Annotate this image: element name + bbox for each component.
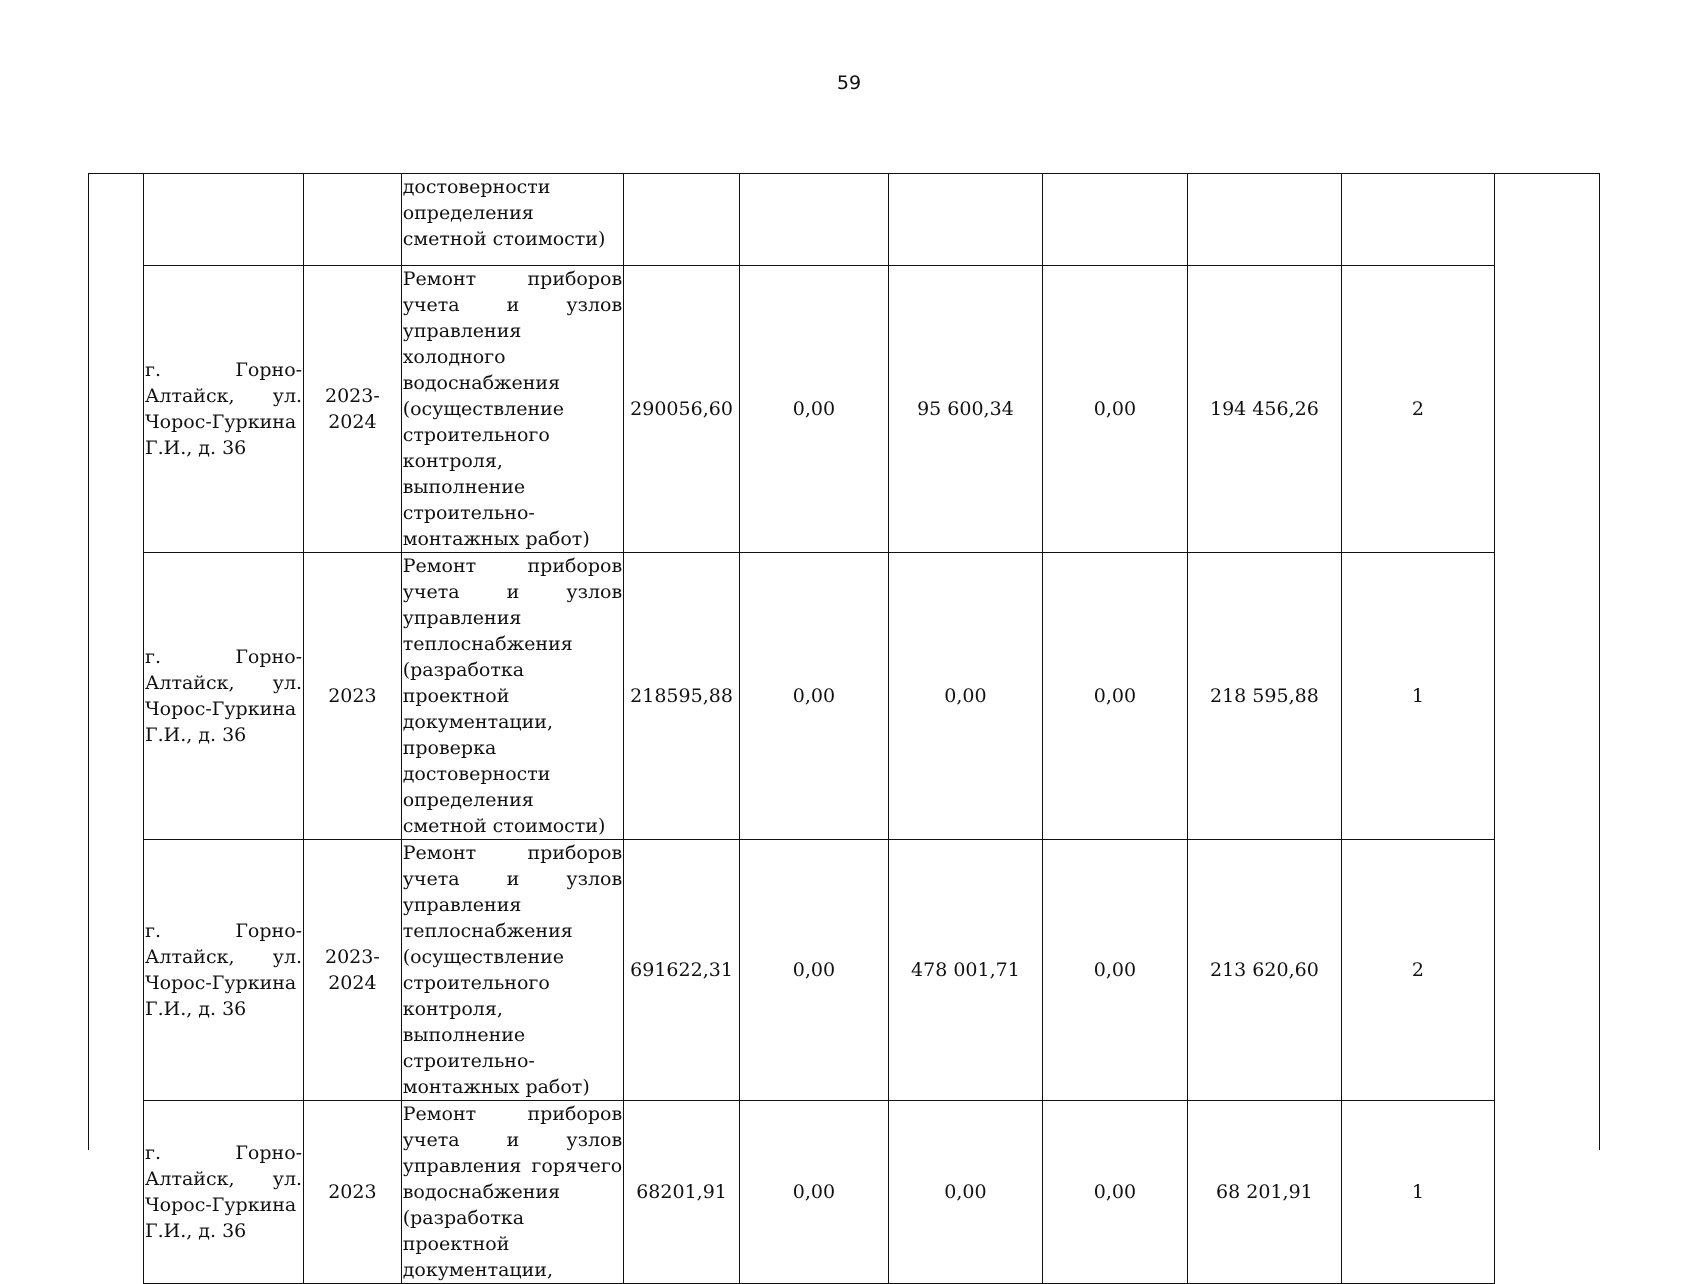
total-cost-cell: 290056,60 [624, 266, 740, 553]
outer-frame-right-line [1599, 173, 1600, 1150]
local-funds-cell: 0,00 [1042, 266, 1187, 553]
regional-funds-cell: 0,00 [888, 1101, 1042, 1284]
federal-funds-cell: 0,00 [739, 266, 888, 553]
regional-funds-cell: 0,00 [888, 553, 1042, 840]
regional-funds-cell: 478 001,71 [888, 840, 1042, 1101]
total-cost-cell [624, 174, 740, 266]
federal-funds-cell: 0,00 [739, 840, 888, 1101]
local-funds-cell [1042, 174, 1187, 266]
owners-funds-cell: 218 595,88 [1187, 553, 1341, 840]
table-row [144, 1101, 1495, 1284]
work-description-cell: достоверности определения сметной стоимости) [401, 174, 623, 266]
address-cell: г. Горно-Алтайск, ул. Чорос-Гуркина Г.И., д. 36 [144, 266, 304, 553]
table-row [144, 174, 1495, 266]
regional-funds-cell: 95 600,34 [888, 266, 1042, 553]
federal-funds-cell [739, 174, 888, 266]
repair-program-table [143, 173, 1495, 1284]
period-cell: 2023-2024 [304, 840, 402, 1101]
table-row [144, 266, 1495, 553]
table-row [144, 553, 1495, 840]
total-cost-cell: 68201,91 [624, 1101, 740, 1284]
total-cost-cell: 218595,88 [624, 553, 740, 840]
page-number: 59 [836, 72, 862, 94]
address-cell: г. Горно-Алтайск, ул. Чорос-Гуркина Г.И., д. 36 [144, 553, 304, 840]
regional-funds-cell [888, 174, 1042, 266]
outer-frame-left-line [88, 173, 89, 1150]
local-funds-cell: 0,00 [1042, 1101, 1187, 1284]
federal-funds-cell: 0,00 [739, 1101, 888, 1284]
stage-cell [1341, 174, 1494, 266]
total-cost-cell: 691622,31 [624, 840, 740, 1101]
local-funds-cell: 0,00 [1042, 553, 1187, 840]
owners-funds-cell: 194 456,26 [1187, 266, 1341, 553]
stage-cell: 1 [1341, 1101, 1494, 1284]
work-description-cell: Ремонт приборов учета и узлов управления теплоснабжения (разработка проектной документации, проверка достоверности определения сметной стоимости) [401, 553, 623, 840]
table-row [144, 840, 1495, 1101]
work-description-cell: Ремонт приборов учета и узлов управления теплоснабжения (осуществление строительного контроля, выполнение строительно-монтажных работ) [401, 840, 623, 1101]
stage-cell: 1 [1341, 553, 1494, 840]
local-funds-cell: 0,00 [1042, 840, 1187, 1101]
work-description-cell: Ремонт приборов учета и узлов управления горячего водоснабжения (разработка проектной документации, [401, 1101, 623, 1284]
address-cell: г. Горно-Алтайск, ул. Чорос-Гуркина Г.И., д. 36 [144, 1101, 304, 1284]
stage-cell: 2 [1341, 840, 1494, 1101]
stage-cell: 2 [1341, 266, 1494, 553]
period-cell: 2023-2024 [304, 266, 402, 553]
period-cell: 2023 [304, 1101, 402, 1284]
period-cell [304, 174, 402, 266]
owners-funds-cell [1187, 174, 1341, 266]
work-description-cell: Ремонт приборов учета и узлов управления холодного водоснабжения (осуществление строительного контроля, выполнение строительно-монтажных работ) [401, 266, 623, 553]
federal-funds-cell: 0,00 [739, 553, 888, 840]
address-cell [144, 174, 304, 266]
period-cell: 2023 [304, 553, 402, 840]
owners-funds-cell: 68 201,91 [1187, 1101, 1341, 1284]
address-cell: г. Горно-Алтайск, ул. Чорос-Гуркина Г.И., д. 36 [144, 840, 304, 1101]
owners-funds-cell: 213 620,60 [1187, 840, 1341, 1101]
